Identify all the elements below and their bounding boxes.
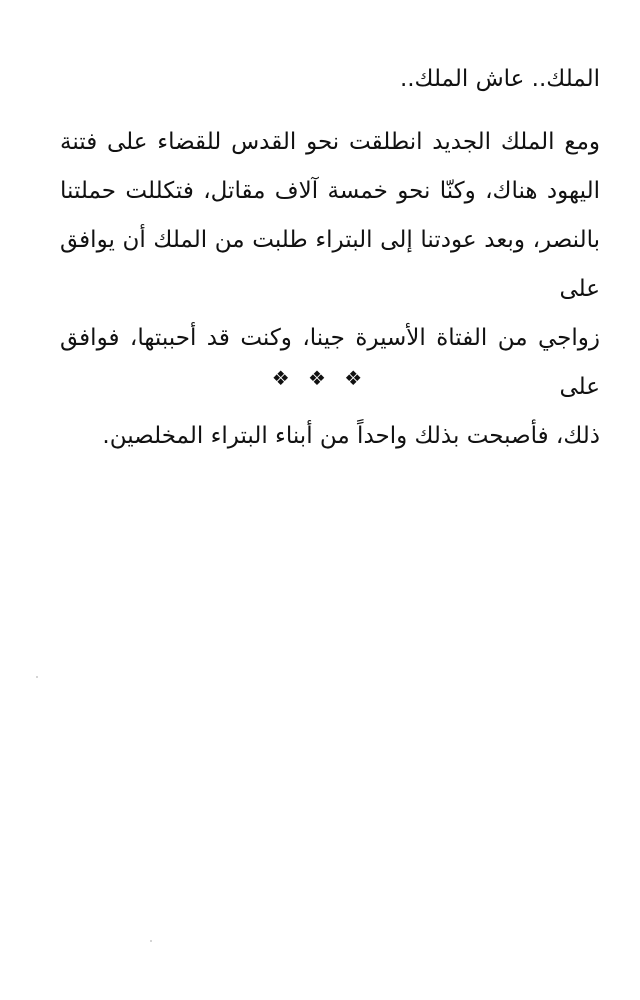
heading-line: الملك.. عاش الملك.. [399, 66, 600, 92]
paper-speck [150, 940, 152, 942]
paragraph-line: بالنصر، وبعد عودتنا إلى البتراء طلبت من الملك أن يوافق على [60, 227, 600, 302]
paragraph-line: اليهود هناك، وكنّا نحو خمسة آلاف مقاتل، فتكللت حملتنا [60, 178, 600, 204]
section-separator-ornament: ❖ ❖ ❖ [271, 366, 369, 390]
paper-speck [36, 676, 38, 678]
paragraph-line: زواجي من الفتاة الأسيرة جينا، وكنت قد أحببتها، فوافق على [60, 325, 600, 400]
paragraph-line: ومع الملك الجديد انطلقت نحو القدس للقضاء على فتنة [60, 129, 600, 155]
text-block [60, 55, 600, 461]
paragraph-line: ذلك، فأصبحت بذلك واحداً من أبناء البتراء المخلصين. [102, 423, 600, 449]
paragraph-gap [60, 104, 600, 118]
